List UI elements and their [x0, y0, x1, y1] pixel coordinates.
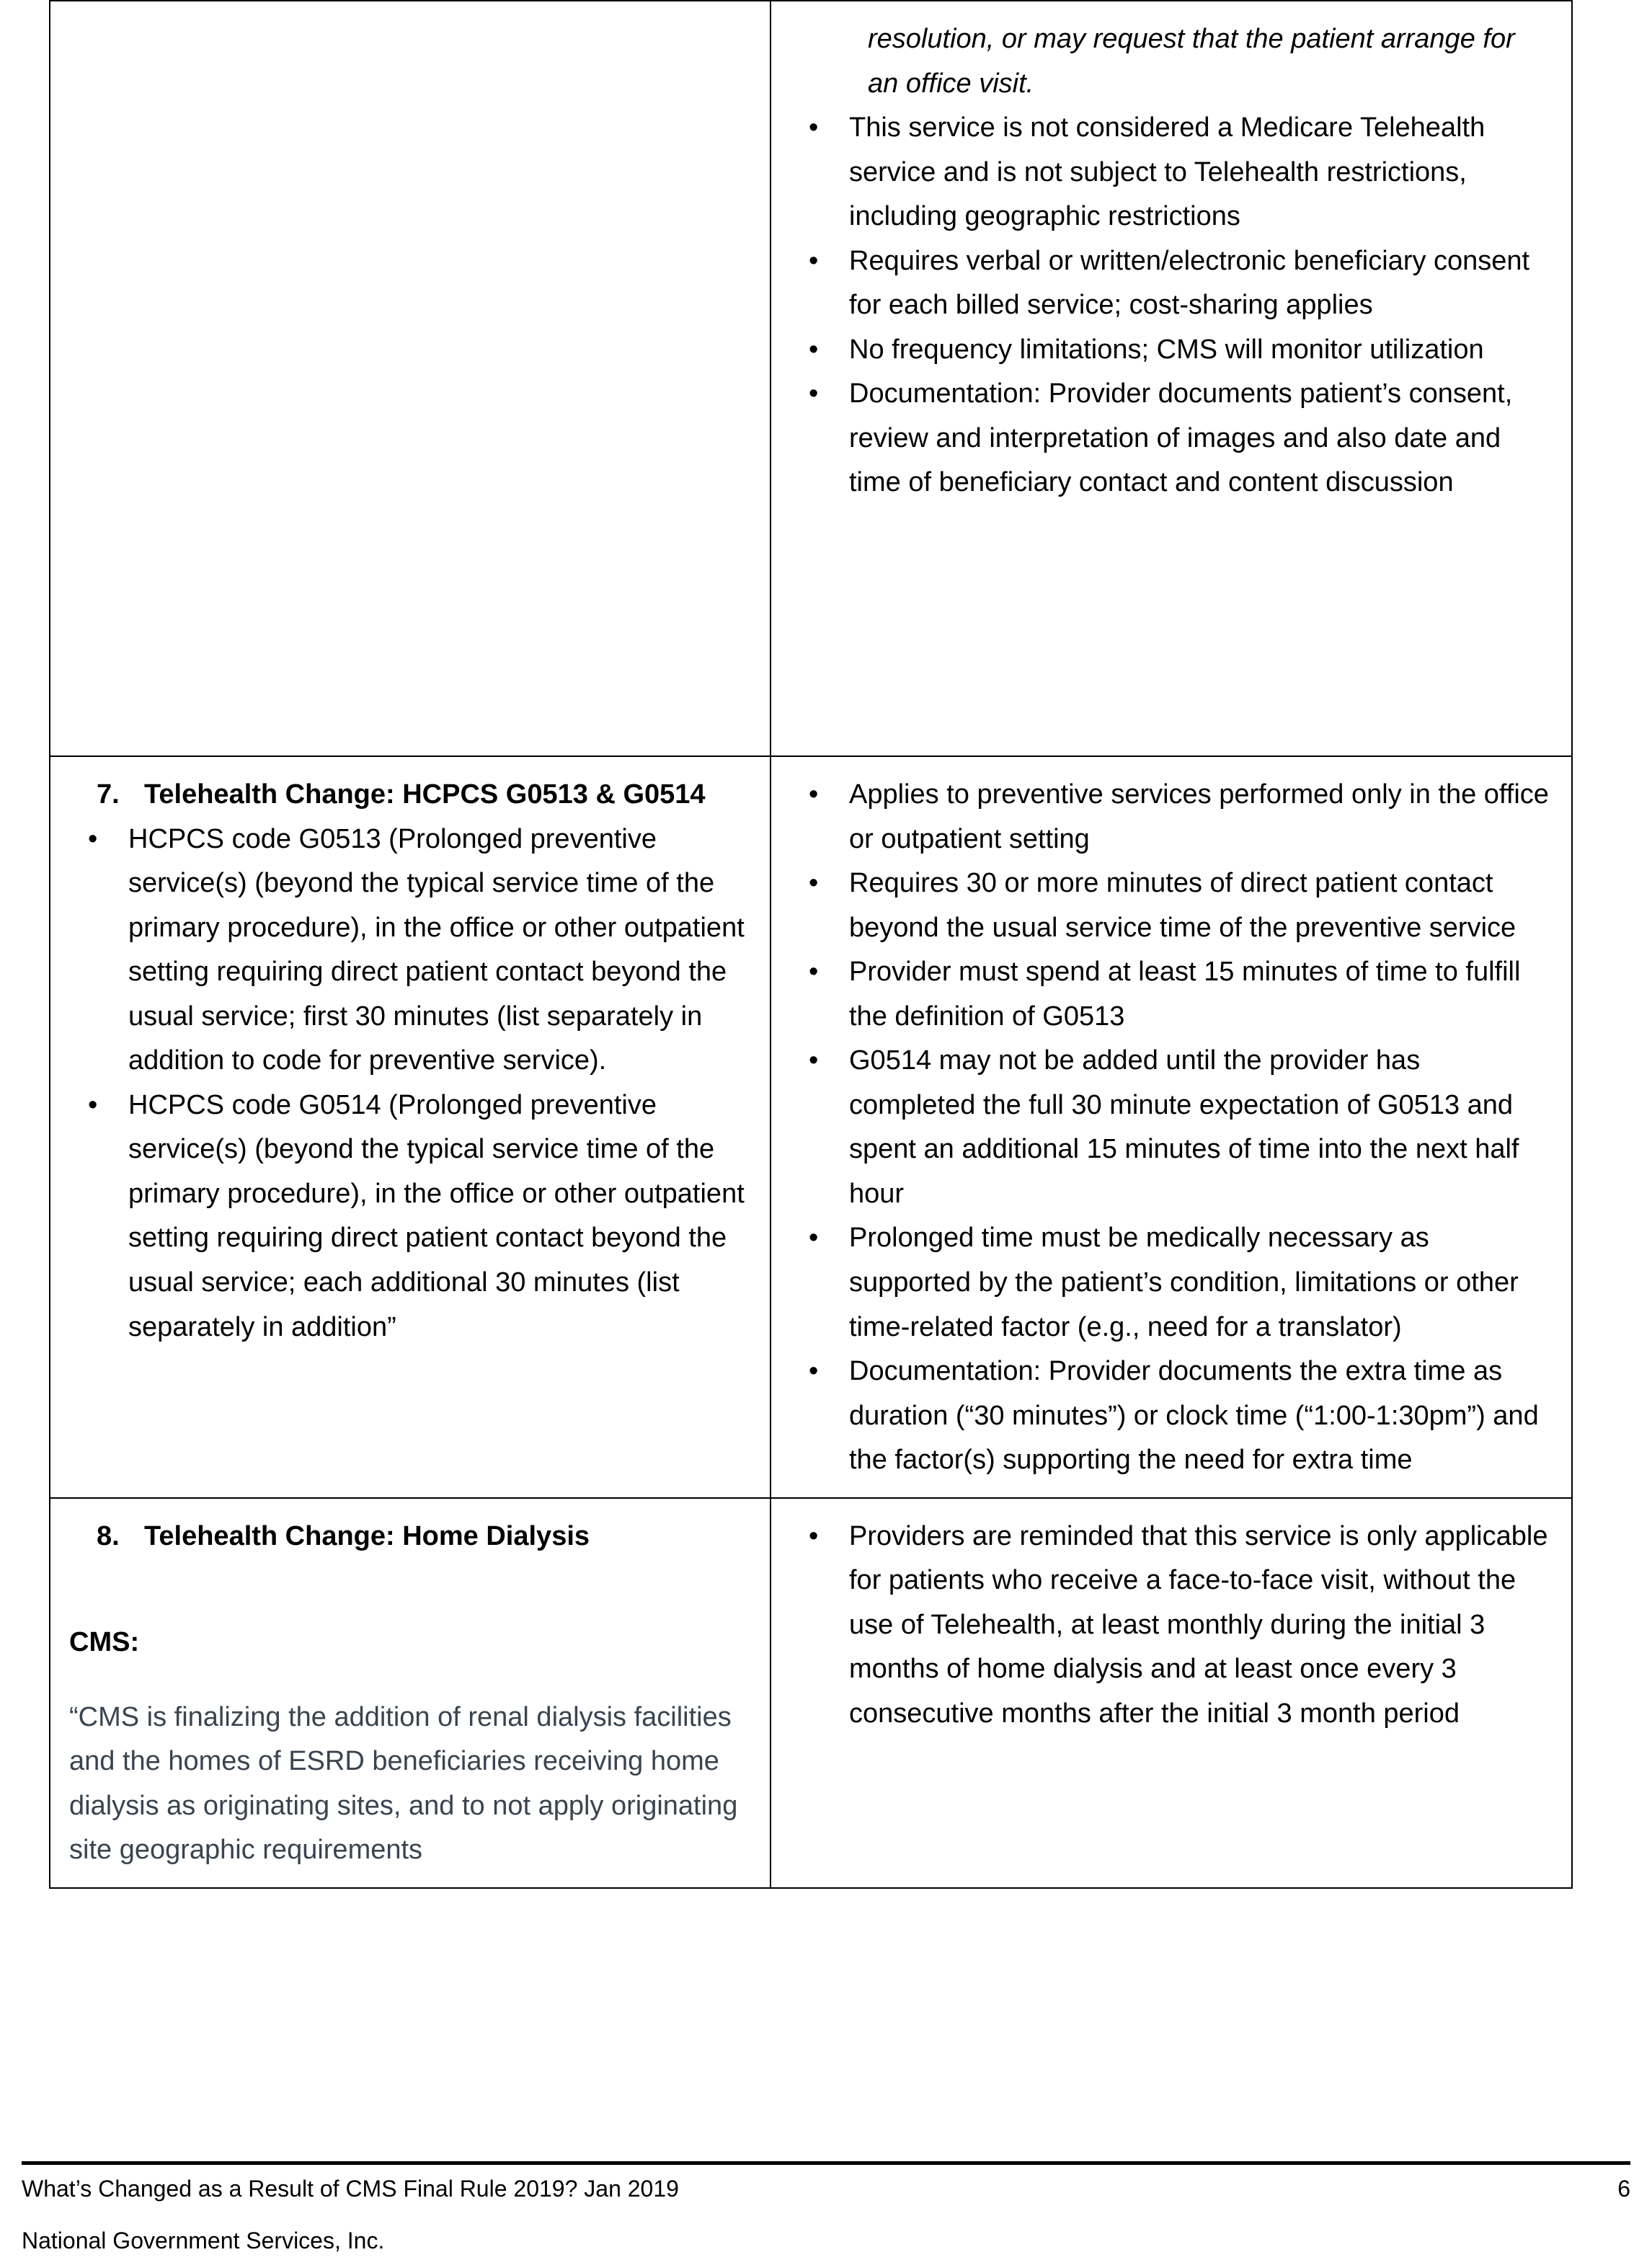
- row-continuation-right-content: [771, 1, 1571, 520]
- row-8-left-content: [50, 1499, 770, 1887]
- table-row: [50, 1498, 1572, 1888]
- list-item: • Requires 30 or more minutes of direct patient contact beyond the usual service time of the preventive service: [790, 861, 1553, 950]
- row-7-number: 7.: [97, 779, 120, 810]
- list-item: • Documentation: Provider documents patient’s consent, review and interpretation of images and also date and time of beneficiary contact and content discussion: [790, 372, 1553, 505]
- row-8-right-content: [771, 1499, 1571, 1751]
- list-item: • Applies to preventive services performed only in the office or outpatient setting: [790, 773, 1553, 861]
- list-item: • HCPCS code G0514 (Prolonged preventive service(s) (beyond the typical service time of the primary procedure), in the office or other outpatient setting requiring direct patient contact beyond the usual service; each additional 30 minutes (list separately in addition”: [69, 1084, 751, 1350]
- row-7-right-cell: [771, 756, 1572, 1498]
- footer-divider: [22, 2161, 1630, 2165]
- list-item: • Documentation: Provider documents the extra time as duration (“30 minutes”) or clock time (“1:00-1:30pm”) and the factor(s) supporting the need for extra time: [790, 1350, 1553, 1483]
- footer-organization: National Government Services, Inc.: [22, 2228, 385, 2254]
- footer-title: What’s Changed as a Result of CMS Final Rule 2019? Jan 2019: [22, 2176, 679, 2202]
- bullet-list: [790, 1515, 1553, 1737]
- list-item: • Provider must spend at least 15 minutes of time to fulfill the definition of G0513: [790, 950, 1553, 1039]
- row-7-left-content: [50, 757, 770, 1364]
- row-8-left-cell: [50, 1498, 771, 1888]
- row-7-right-content: [771, 757, 1571, 1497]
- list-item: • Prolonged time must be medically necessary as supported by the patient’s condition, limitations or other time-related factor (e.g., need for a translator): [790, 1216, 1553, 1350]
- list-item: • G0514 may not be added until the provider has completed the full 30 minute expectation of G0513 and spent an additional 15 minutes of time into the next half hour: [790, 1039, 1553, 1216]
- row-8-number: 8.: [97, 1520, 120, 1551]
- list-item: • Providers are reminded that this service is only applicable for patients who receive a face-to-face visit, without the use of Telehealth, at least monthly during the initial 3 months of home dialysis and at least once every 3 consecutive months after the initial 3 month period: [790, 1515, 1553, 1737]
- continuation-text: resolution, or may request that the patient arrange for an office visit.: [868, 24, 1515, 99]
- telehealth-changes-table: [49, 0, 1573, 1889]
- list-item: • No frequency limitations; CMS will monitor utilization: [790, 328, 1553, 373]
- row-continuation-left-cell: [50, 1, 771, 756]
- row-7-heading-text: Telehealth Change: HCPCS G0513 & G0514: [144, 779, 706, 810]
- empty-cell-content: [50, 1, 770, 755]
- row-8-heading-text: Telehealth Change: Home Dialysis: [144, 1520, 590, 1551]
- page-number: 6: [1617, 2176, 1630, 2202]
- list-item: • Requires verbal or written/electronic beneficiary consent for each billed service; cost-sharing applies: [790, 239, 1553, 328]
- footer: [22, 2173, 1630, 2205]
- row-8-right-cell: [771, 1498, 1572, 1888]
- row-7-heading: [97, 773, 751, 817]
- table-row: [50, 756, 1572, 1498]
- bullet-list: [790, 773, 1553, 1483]
- row-continuation-right-cell: [771, 1, 1572, 756]
- table-row: [50, 1, 1572, 756]
- list-item: • This service is not considered a Medicare Telehealth service and is not subject to Telehealth restrictions, including geographic restrictions: [790, 106, 1553, 239]
- cms-label: CMS:: [69, 1627, 140, 1658]
- list-item: • HCPCS code G0513 (Prolonged preventive service(s) (beyond the typical service time of the primary procedure), in the office or other outpatient setting requiring direct patient contact beyond the usual service; first 30 minutes (list separately in addition to code for preventive service).: [69, 817, 751, 1084]
- bullet-list: [790, 106, 1553, 505]
- row-8-heading: [97, 1515, 751, 1559]
- row-7-left-cell: [50, 756, 771, 1498]
- bullet-list: [69, 817, 751, 1350]
- cms-quote-text: “CMS is finalizing the addition of renal dialysis facilities and the homes of ESRD beneficiaries receiving home dialysis as originating sites, and to not apply originating site geographic requirements: [69, 1701, 738, 1866]
